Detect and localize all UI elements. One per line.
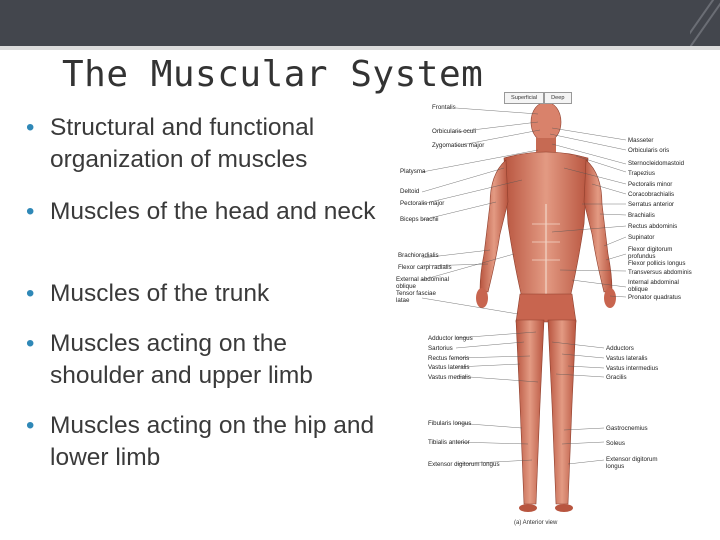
label-left: Tensor fasciae latae <box>396 290 436 304</box>
bullet-text: Structural and functional organization of muscles <box>50 114 315 173</box>
label-right: Supinator <box>628 234 655 241</box>
label-right: Masseter <box>628 137 654 144</box>
bullet-item <box>26 328 386 392</box>
label-left: Biceps brachii <box>400 216 439 223</box>
muscular-system-figure <box>392 84 712 530</box>
bullet-item <box>26 278 386 310</box>
toggle-superficial: Superficial <box>504 92 544 104</box>
label-right: Vastus lateralis <box>606 355 648 362</box>
title-bar-accent <box>0 46 720 50</box>
bullet-list <box>26 112 386 474</box>
label-right: Transversus abdominis <box>628 269 692 276</box>
label-left: Frontalis <box>432 104 456 111</box>
figure-caption: (a) Anterior view <box>514 520 558 526</box>
bullet-dot-icon: • <box>26 412 35 439</box>
label-left: Vastus lateralis <box>428 364 470 371</box>
bullet-item <box>26 196 386 260</box>
label-left: Sartorius <box>428 345 453 352</box>
label-right: Gracilis <box>606 374 627 381</box>
label-right: Soleus <box>606 440 625 447</box>
label-left: Extensor digitorum longus <box>428 461 500 468</box>
bullet-text: Muscles acting on the shoulder and upper limb <box>50 330 313 389</box>
bullet-text: Muscles of the trunk <box>50 280 270 307</box>
label-right: Serratus anterior <box>628 201 675 208</box>
label-right: Extensor digitorum longus <box>606 456 658 470</box>
label-left: Orbicularis oculi <box>432 128 477 135</box>
bullet-item <box>26 410 386 474</box>
label-left: Brachioradialis <box>398 252 439 259</box>
label-left: Adductor longus <box>428 335 473 342</box>
bullet-text: Muscles of the head and neck <box>50 198 376 225</box>
label-right: Internal abdominal oblique <box>628 279 679 293</box>
bullet-dot-icon: • <box>26 198 35 225</box>
toggle-deep: Deep <box>544 92 571 104</box>
label-right: Pronator quadratus <box>628 294 681 301</box>
label-left: Deltoid <box>400 188 420 195</box>
view-toggle <box>504 92 572 104</box>
bullet-text: Muscles acting on the hip and lower limb <box>50 412 375 471</box>
label-left: Rectus femoris <box>428 355 470 362</box>
label-right: Trapezius <box>628 170 655 177</box>
label-left: Platysma <box>400 168 426 175</box>
label-left: Pectoralis major <box>400 200 445 207</box>
label-right: Orbicularis oris <box>628 147 670 154</box>
corner-decoration <box>690 0 720 46</box>
label-right: Gastrocnemius <box>606 425 648 432</box>
label-right: Flexor pollicis longus <box>628 260 686 267</box>
label-right: Coracobrachialis <box>628 191 675 198</box>
label-right: Pectoralis minor <box>628 181 673 188</box>
label-right: Flexor digitorum profundus <box>628 246 673 260</box>
slide-title: The Muscular System <box>62 54 484 95</box>
label-left: Vastus medialis <box>428 374 471 381</box>
label-left: Flexor carpi radialis <box>398 264 452 271</box>
label-left: Zygomaticus major <box>432 142 485 149</box>
label-right: Adductors <box>606 345 634 352</box>
label-right: Brachialis <box>628 212 655 219</box>
label-right: Vastus intermedius <box>606 365 659 372</box>
bullet-dot-icon: • <box>26 114 35 141</box>
title-bar <box>0 0 720 46</box>
bullet-dot-icon: • <box>26 280 35 307</box>
bullet-dot-icon: • <box>26 330 35 357</box>
label-left: Tibialis anterior <box>428 439 470 446</box>
label-right: Rectus abdominis <box>628 223 678 230</box>
label-right: Sternocleidomastoid <box>628 160 685 167</box>
label-left: Fibularis longus <box>428 420 472 427</box>
bullet-item <box>26 112 386 176</box>
label-left: External abdominal oblique <box>396 276 449 290</box>
